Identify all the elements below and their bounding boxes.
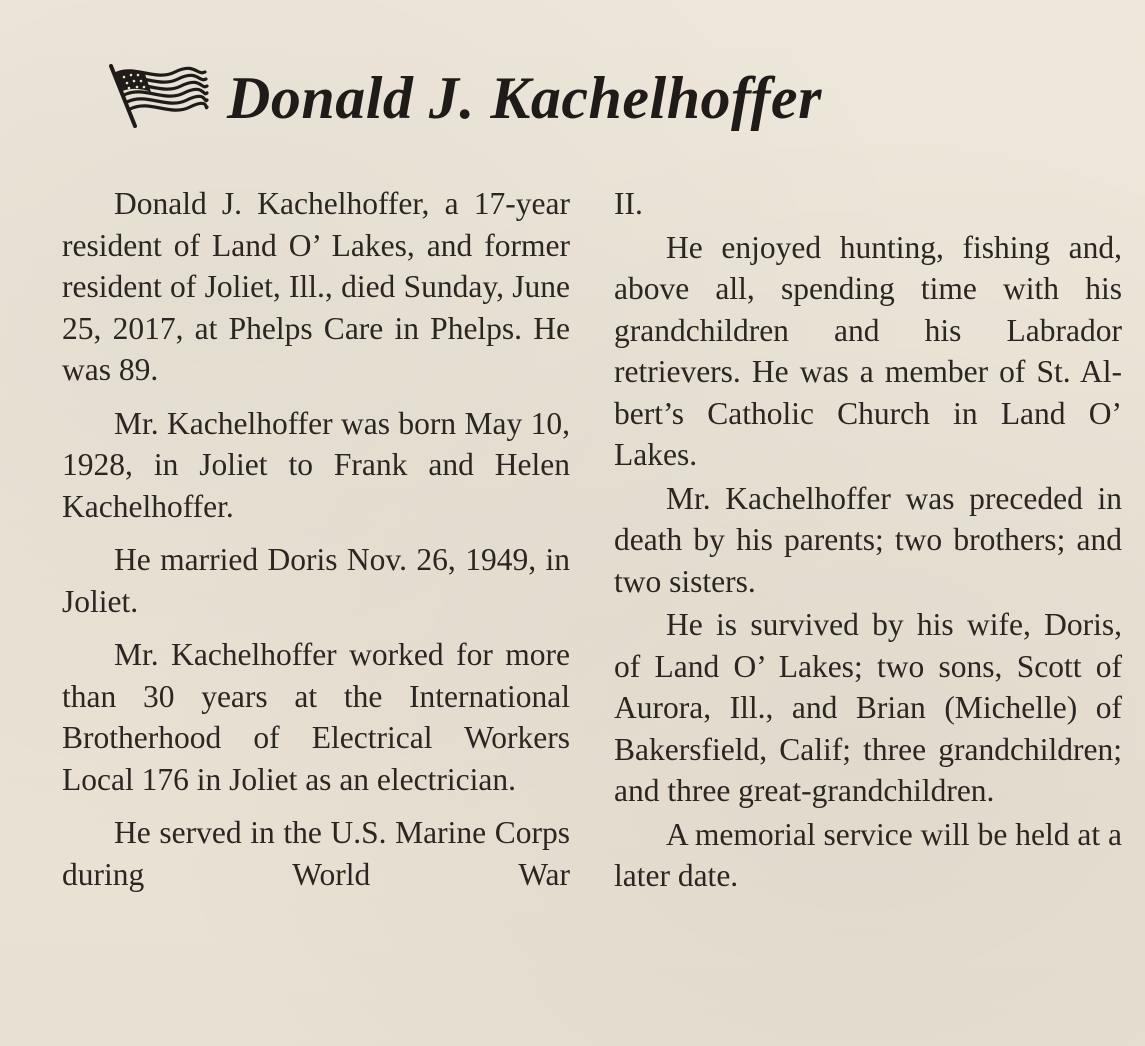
paragraph: A memorial service will be held at a later date. (614, 816, 1122, 893)
american-flag-icon (105, 62, 209, 128)
column-right (614, 183, 1122, 899)
paragraph: Mr. Kachelhoffer was born May 10, 1928, in Joliet to Frank and Helen Kachelhoffer. (62, 405, 570, 524)
headline (105, 58, 1085, 138)
column-left (62, 183, 570, 907)
obituary-title: Donald J. Kachelhoffer (227, 65, 822, 131)
paragraph: He married Doris Nov. 26, 1949, in Joliet. (62, 542, 570, 619)
paragraph: Mr. Kachelhoffer worked for more than 30 years at the International Brotherhood of Electrical Workers Local 176 in Joliet as an electrician. (62, 637, 570, 797)
paragraph: He is survived by his wife, Doris, of Land O’ Lakes; two sons, Scott of Aurora, Ill., and Brian (Michelle) of Bakersfield, Calif; three grandchildren; and three great-grandchildren. (614, 607, 1122, 808)
paragraph: He enjoyed hunting, fishing and, above all, spending time with his grandchildren and his Labrador retrievers. He was a member of St. Albert’s Catholic Church in Land O’ Lakes. (614, 229, 1122, 472)
paragraph: Donald J. Kachelhoffer, a 17-year resident of Land O’ Lakes, and former resident of Joliet, Ill., died Sunday, June 25, 2017, at Phelps Care in Phelps. He was 89. (62, 186, 570, 387)
paragraph: II. (614, 186, 643, 221)
paragraph: He served in the U.S. Marine Corps during World War (62, 815, 570, 892)
paragraph: Mr. Kachelhoffer was preceded in death by his parents; two brothers; and two sisters. (614, 480, 1122, 599)
